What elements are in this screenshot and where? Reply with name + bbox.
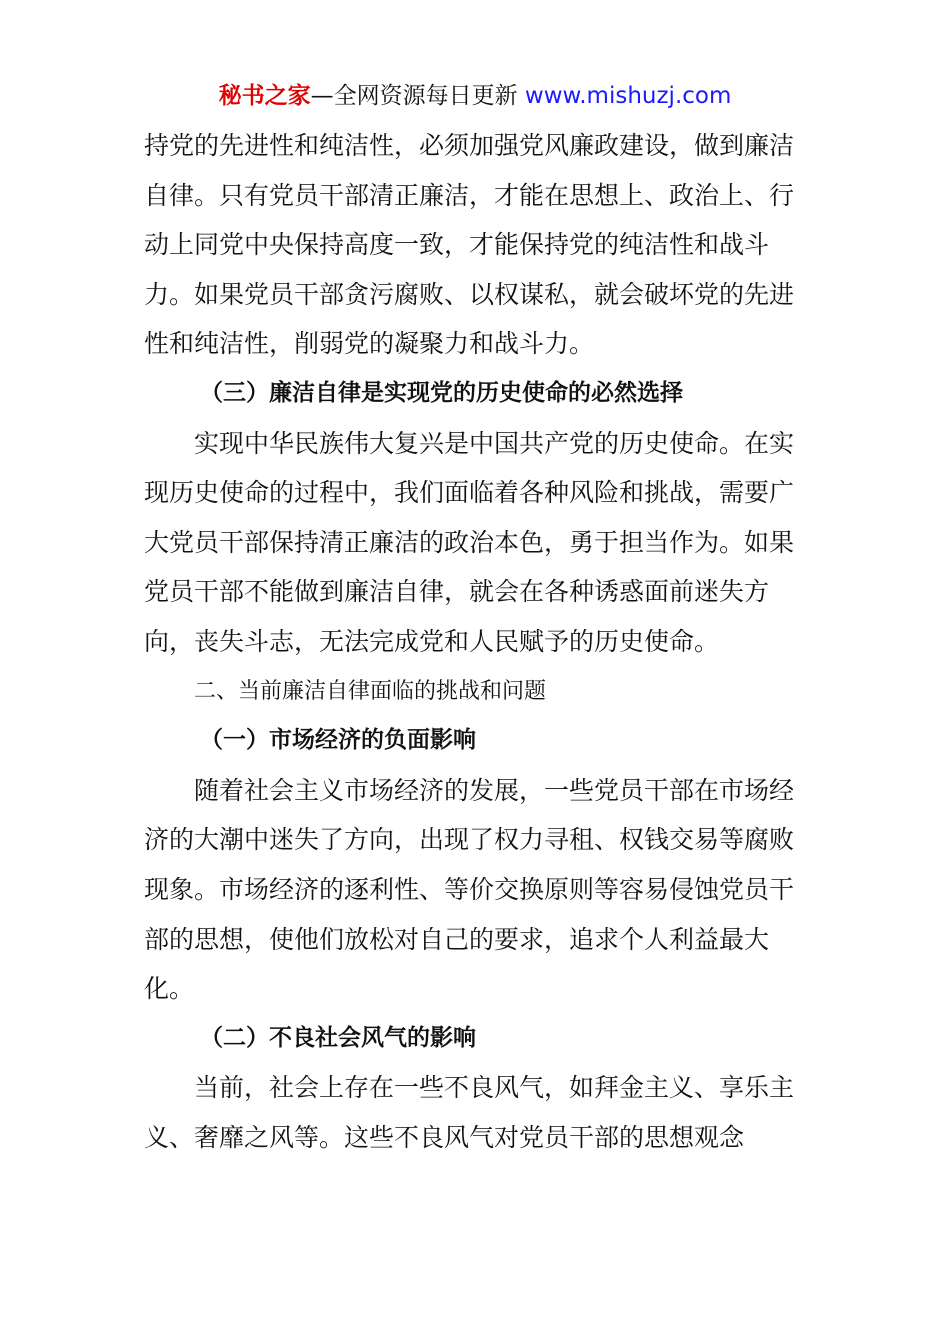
section-heading-2: 二、当前廉洁自律面临的挑战和问题 xyxy=(194,678,547,704)
paragraph: 随着社会主义市场经济的发展，一些党员干部在市场经济的大潮中迷失了方向，出现了权力寻租、权钱交易等腐败现象。市场经济的逐利性、等价交换原则等容易侵蚀党员干部的思想，使他们放松对自己的要求，追求个人利益最大化。 xyxy=(144,775,795,1004)
page-header xyxy=(0,80,950,112)
paragraph-continued: 持党的先进性和纯洁性，必须加强党风廉政建设，做到廉洁自律。只有党员干部清正廉洁，才能在思想上、政治上、行动上同党中央保持高度一致，才能保持党的纯洁性和战斗力。如果党员干部贪污腐败、以权谋私，就会破坏党的先进性和纯洁性，削弱党的凝聚力和战斗力。 xyxy=(144,131,795,359)
paragraph: 实现中华民族伟大复兴是中国共产党的历史使命。在实现历史使命的过程中，我们面临着各种风险和挑战，需要广大党员干部保持清正廉洁的政治本色，勇于担当作为。如果党员干部不能做到廉洁自律，就会在各种诱惑面前迷失方向，丧失斗志，无法完成党和人民赋予的历史使命。 xyxy=(144,428,795,656)
paragraph: 当前，社会上存在一些不良风气，如拜金主义、享乐主义、奢靡之风等。这些不良风气对党员干部的思想观念 xyxy=(144,1073,795,1152)
subsection-heading-1: （一）市场经济的负面影响 xyxy=(200,727,476,754)
subsection-heading-2: （二）不良社会风气的影响 xyxy=(200,1024,476,1051)
header-url-link[interactable]: www.mishuzj.com xyxy=(524,83,732,109)
header-tagline: —全网资源每日更新 xyxy=(310,83,518,109)
subsection-heading-3: （三）廉洁自律是实现党的历史使命的必然选择 xyxy=(200,379,683,406)
document-body xyxy=(144,121,806,1162)
header-brand: 秘书之家 xyxy=(218,83,311,109)
